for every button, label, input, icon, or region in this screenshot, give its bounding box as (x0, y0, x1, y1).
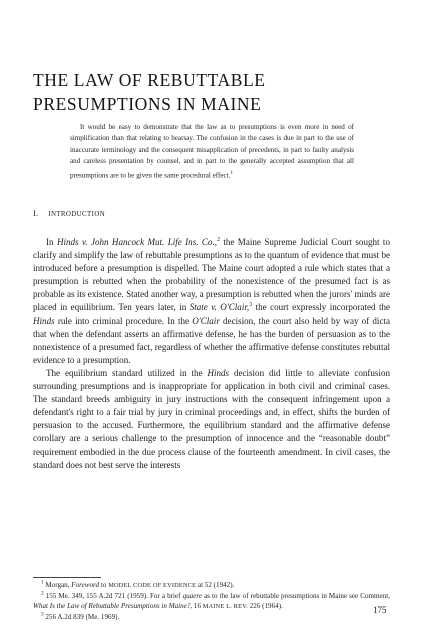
italic-term: quaere (182, 592, 202, 600)
section-heading (33, 209, 105, 218)
paragraph (33, 367, 390, 472)
case-name: O'Clair (192, 315, 220, 326)
paragraph (33, 236, 390, 367)
footnote-number: 3 (41, 611, 44, 618)
footnotes (33, 580, 390, 622)
text-run: the Maine Supreme Judicial Court sought to clarify and simplify the law of rebuttable presumptions as to the quantum of evidence that must be introduced before a presumption is dispelled. The Maine court adopted a rule which states that a presumption is rebutted when the probability of the nonexistence of the presumed fact is as probable as its existence. Stated another way, a presumption is rebutted when the jurors' minds are placed in equilibrium. Ten years later, in (33, 237, 390, 313)
text-run: decision did little to alleviate confusion surrounding presumptions and is inappropriate for application in both civil and criminal cases. The standard breeds ambiguity in jury instructions with the consequent infringement upon a defendant's right to a fair trial by jury in criminal proceedings and, in effect, shifts the burden of persuasion to the accused. Furthermore, the equilibrium standard and the affirmative defense corollary are a serious challenge to the presumption of innocence and the “reasonable doubt” requirement embodied in the due process clause of the fourteenth amendment. In civil cases, the standard does not best serve the interests (33, 367, 390, 470)
footnote-ref[interactable]: 3 (249, 302, 253, 309)
text-run: 16 (192, 602, 203, 610)
epigraph-footnote-ref[interactable]: 1 (230, 169, 234, 176)
text-run: as to the law of rebuttable presumptions in Maine see Comment, (202, 592, 390, 600)
footnote (33, 591, 390, 612)
italic-title: What Is the Law of Rebuttable Presumptions in Maine?, (33, 602, 193, 610)
epigraph-text: It would be easy to demonstrate that the law as to presumptions is even more in need of simplification than that relating to hearsay. The confusion in the cases is due in part to the use of inaccurate terminology and the consequent misapplication of precedents, in part to faulty analysis and careless presentation by counsel, and in part to the generally accepted assumption that all presumptions are to be given the same procedural effect. (70, 123, 354, 179)
footnote (33, 580, 390, 591)
source-title: MODEL CODE OF EVIDENCE (108, 582, 197, 589)
article-title: THE LAW OF REBUTTABLE PRESUMPTIONS IN MAINE (33, 70, 266, 114)
text-run: to (99, 581, 109, 589)
case-name: State v. O'Clair, (189, 302, 250, 313)
footnote (33, 612, 390, 622)
footnote-divider (33, 577, 101, 578)
text-run: In (46, 237, 57, 247)
text-run: Morgan, (43, 581, 72, 589)
section-title: INTRODUCTION (48, 211, 106, 218)
body-text (33, 236, 390, 472)
text-run: 226 (1964). (247, 602, 283, 610)
text-run: rule into criminal procedure. In the (54, 315, 193, 326)
text-run: the court expressly incorporated the (252, 302, 390, 313)
source-title: MAINE L. REV. (202, 603, 248, 610)
footnote-number: 2 (41, 590, 44, 597)
italic-title: Foreword (71, 581, 100, 589)
case-name: Hinds v. John Hancock Mut. Life Ins. Co., (56, 237, 217, 247)
text-run: The equilibrium standard utilized in the (46, 367, 208, 378)
text-run: decision, the court also held by way of dicta that when the defendant asserts an affirmative defense, he has the burden of persuasion as to the nonexistence of a presumed fact, regardless of whether the affirmative defense constitutes rebuttal evidence to a presumption. (33, 315, 390, 365)
case-name: Hinds (33, 315, 55, 326)
case-name: Hinds (207, 367, 230, 378)
footnote-ref[interactable]: 2 (216, 236, 220, 243)
text-run: 155 Me. 349, 155 A.2d 721 (1959). For a brief (43, 592, 183, 600)
page-number: 175 (373, 605, 387, 615)
text-run: 256 A.2d 839 (Me. 1969). (43, 613, 120, 621)
section-number: I. (33, 209, 39, 218)
footnote-number: 1 (41, 579, 44, 586)
text-run: at 52 (1942). (196, 581, 235, 589)
epigraph-quote (70, 122, 354, 181)
